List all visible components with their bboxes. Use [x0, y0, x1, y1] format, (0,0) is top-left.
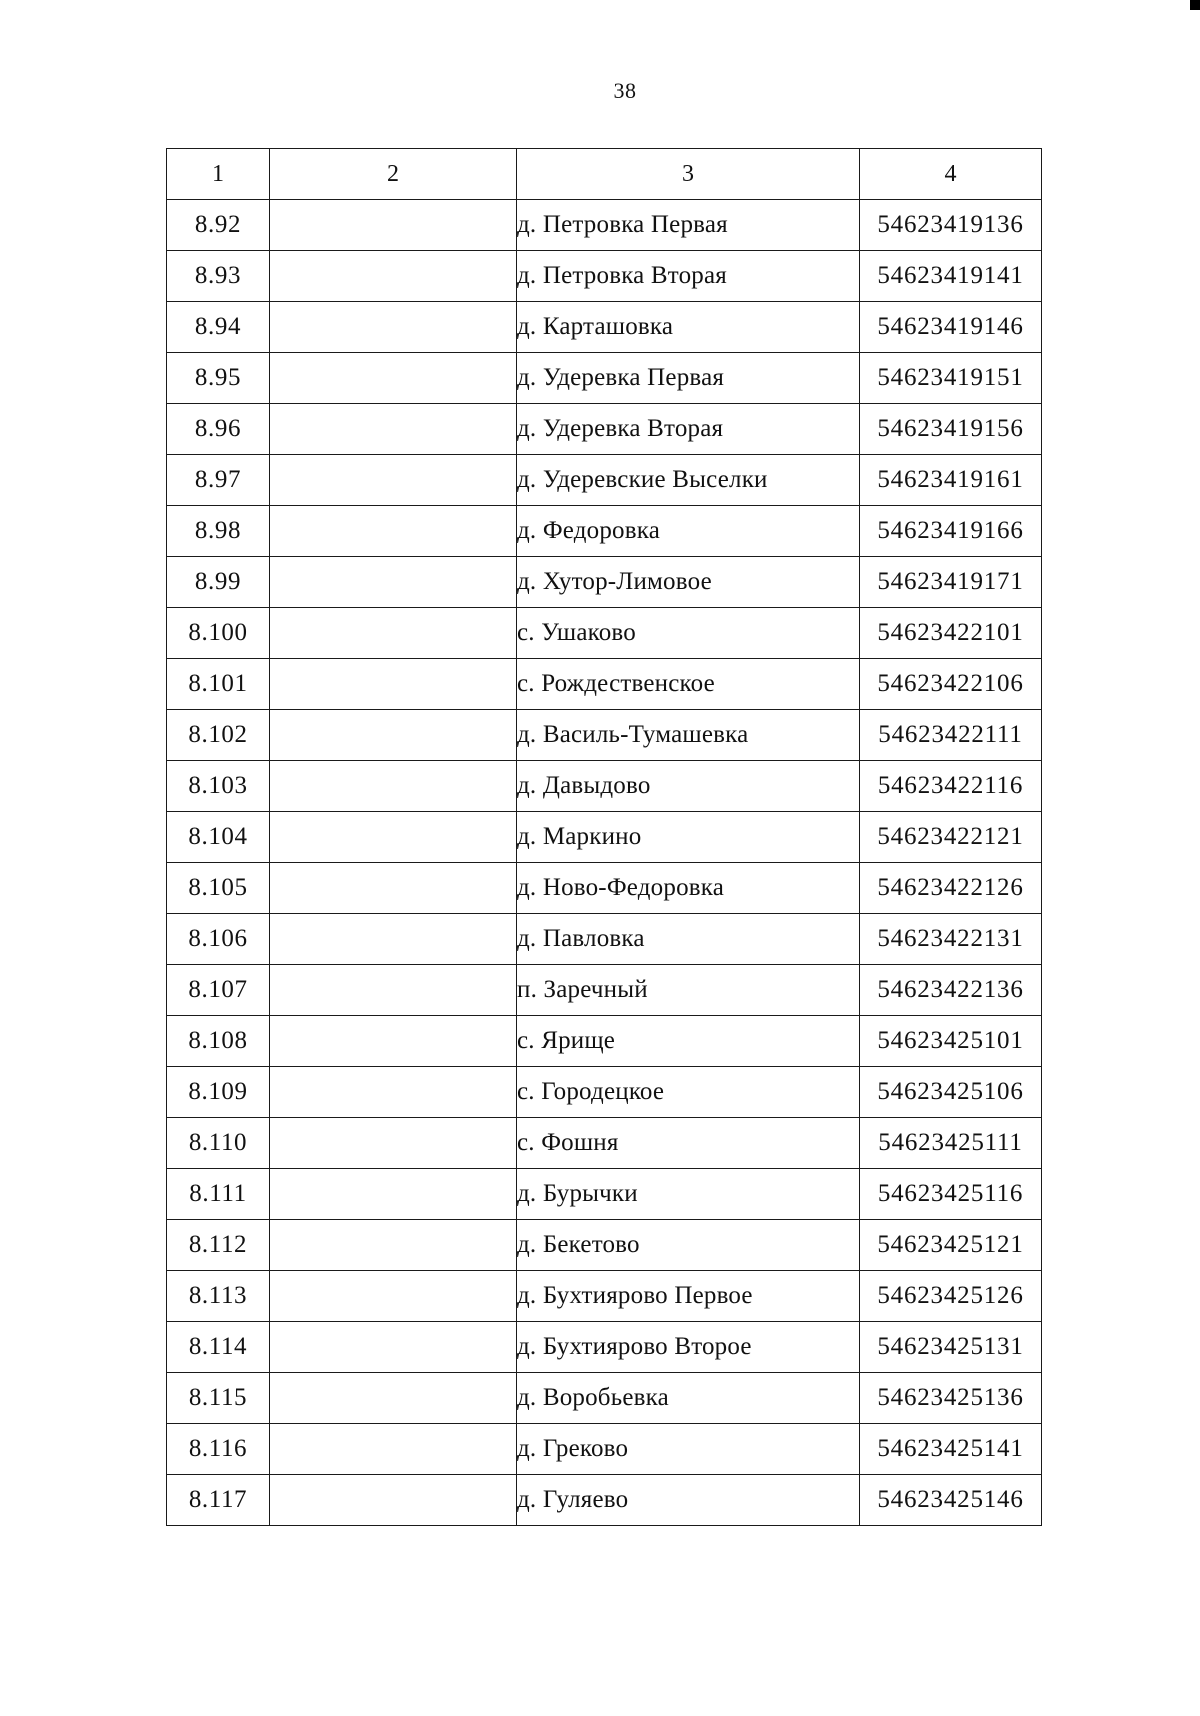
- table-row: [167, 302, 1042, 353]
- row-number: 8.100: [167, 608, 270, 659]
- settlement-name: д. Бухтиярово Второе: [517, 1322, 860, 1373]
- oktmo-code: 54623419146: [860, 302, 1042, 353]
- table-row: [167, 1322, 1042, 1373]
- oktmo-code: 54623419141: [860, 251, 1042, 302]
- table-header: [167, 149, 1042, 200]
- oktmo-code: 54623425101: [860, 1016, 1042, 1067]
- table-row: [167, 812, 1042, 863]
- table-row: [167, 251, 1042, 302]
- table-row: [167, 710, 1042, 761]
- table-row: [167, 965, 1042, 1016]
- row-col2: [270, 1271, 517, 1322]
- settlement-name: д. Федоровка: [517, 506, 860, 557]
- table-row: [167, 914, 1042, 965]
- row-col2: [270, 1220, 517, 1271]
- table-row: [167, 1067, 1042, 1118]
- page-number: 38: [613, 78, 637, 103]
- oktmo-code: 54623422111: [860, 710, 1042, 761]
- header-col-2: 2: [270, 149, 517, 200]
- settlement-name: с. Ушаково: [517, 608, 860, 659]
- table-row: [167, 608, 1042, 659]
- oktmo-code: 54623425131: [860, 1322, 1042, 1373]
- row-col2: [270, 251, 517, 302]
- row-col2: [270, 455, 517, 506]
- oktmo-code: 54623422121: [860, 812, 1042, 863]
- row-number: 8.108: [167, 1016, 270, 1067]
- oktmo-code: 54623422136: [860, 965, 1042, 1016]
- row-number: 8.115: [167, 1373, 270, 1424]
- oktmo-code: 54623419161: [860, 455, 1042, 506]
- settlement-name: д. Бекетово: [517, 1220, 860, 1271]
- settlement-name: д. Бухтиярово Первое: [517, 1271, 860, 1322]
- oktmo-code: 54623425111: [860, 1118, 1042, 1169]
- settlement-name: д. Удеревка Первая: [517, 353, 860, 404]
- oktmo-code: 54623419156: [860, 404, 1042, 455]
- settlement-name: д. Петровка Первая: [517, 200, 860, 251]
- row-number: 8.111: [167, 1169, 270, 1220]
- row-col2: [270, 761, 517, 812]
- table-row: [167, 1475, 1042, 1526]
- row-col2: [270, 1475, 517, 1526]
- oktmo-code: 54623425121: [860, 1220, 1042, 1271]
- table-row: [167, 404, 1042, 455]
- oktmo-code: 54623419166: [860, 506, 1042, 557]
- settlement-name: д. Греково: [517, 1424, 860, 1475]
- table-row: [167, 1424, 1042, 1475]
- row-col2: [270, 557, 517, 608]
- row-col2: [270, 863, 517, 914]
- row-number: 8.102: [167, 710, 270, 761]
- oktmo-code: 54623425141: [860, 1424, 1042, 1475]
- scan-edge-mark: [1190, 0, 1200, 10]
- header-col-4: 4: [860, 149, 1042, 200]
- settlement-name: д. Давыдово: [517, 761, 860, 812]
- row-col2: [270, 1373, 517, 1424]
- table-row: [167, 455, 1042, 506]
- row-number: 8.116: [167, 1424, 270, 1475]
- row-col2: [270, 506, 517, 557]
- row-col2: [270, 302, 517, 353]
- settlement-name: с. Фошня: [517, 1118, 860, 1169]
- table-row: [167, 1118, 1042, 1169]
- row-col2: [270, 1118, 517, 1169]
- table-row: [167, 557, 1042, 608]
- row-col2: [270, 1016, 517, 1067]
- oktmo-code: 54623422131: [860, 914, 1042, 965]
- row-number: 8.97: [167, 455, 270, 506]
- row-number: 8.93: [167, 251, 270, 302]
- settlement-name: с. Ярище: [517, 1016, 860, 1067]
- row-col2: [270, 1169, 517, 1220]
- settlement-name: д. Маркино: [517, 812, 860, 863]
- row-number: 8.106: [167, 914, 270, 965]
- oktmo-code: 54623422101: [860, 608, 1042, 659]
- oktmo-code: 54623422106: [860, 659, 1042, 710]
- settlement-name: д. Хутор-Лимовое: [517, 557, 860, 608]
- oktmo-code: 54623419151: [860, 353, 1042, 404]
- row-number: 8.98: [167, 506, 270, 557]
- row-col2: [270, 1067, 517, 1118]
- row-col2: [270, 404, 517, 455]
- row-col2: [270, 353, 517, 404]
- table-row: [167, 1373, 1042, 1424]
- row-col2: [270, 710, 517, 761]
- header-col-3: 3: [517, 149, 860, 200]
- oktmo-code: 54623422116: [860, 761, 1042, 812]
- settlement-name: д. Гуляево: [517, 1475, 860, 1526]
- settlement-name: д. Павловка: [517, 914, 860, 965]
- settlements-table: [166, 148, 1042, 1526]
- oktmo-code: 54623425146: [860, 1475, 1042, 1526]
- row-col2: [270, 965, 517, 1016]
- oktmo-code: 54623425136: [860, 1373, 1042, 1424]
- settlement-name: д. Воробьевка: [517, 1373, 860, 1424]
- row-number: 8.103: [167, 761, 270, 812]
- table-row: [167, 1169, 1042, 1220]
- table-row: [167, 1220, 1042, 1271]
- oktmo-code: 54623425126: [860, 1271, 1042, 1322]
- header-col-1: 1: [167, 149, 270, 200]
- table-row: [167, 353, 1042, 404]
- row-col2: [270, 659, 517, 710]
- row-number: 8.94: [167, 302, 270, 353]
- row-number: 8.92: [167, 200, 270, 251]
- row-col2: [270, 1322, 517, 1373]
- table-row: [167, 863, 1042, 914]
- oktmo-code: 54623419171: [860, 557, 1042, 608]
- oktmo-code: 54623425106: [860, 1067, 1042, 1118]
- table-body: [167, 200, 1042, 1526]
- row-number: 8.99: [167, 557, 270, 608]
- oktmo-code: 54623422126: [860, 863, 1042, 914]
- row-col2: [270, 200, 517, 251]
- settlement-name: д. Ново-Федоровка: [517, 863, 860, 914]
- row-number: 8.96: [167, 404, 270, 455]
- row-number: 8.110: [167, 1118, 270, 1169]
- row-number: 8.113: [167, 1271, 270, 1322]
- table-row: [167, 1271, 1042, 1322]
- table-row: [167, 659, 1042, 710]
- table-row: [167, 200, 1042, 251]
- settlement-name: с. Городецкое: [517, 1067, 860, 1118]
- settlement-name: д. Удеревские Выселки: [517, 455, 860, 506]
- row-number: 8.105: [167, 863, 270, 914]
- row-number: 8.117: [167, 1475, 270, 1526]
- row-number: 8.95: [167, 353, 270, 404]
- settlement-name: п. Заречный: [517, 965, 860, 1016]
- row-col2: [270, 812, 517, 863]
- row-number: 8.107: [167, 965, 270, 1016]
- oktmo-code: 54623425116: [860, 1169, 1042, 1220]
- settlement-name: д. Бурычки: [517, 1169, 860, 1220]
- oktmo-code: 54623419136: [860, 200, 1042, 251]
- settlement-name: д. Василь-Тумашевка: [517, 710, 860, 761]
- row-number: 8.114: [167, 1322, 270, 1373]
- settlement-name: с. Рождественское: [517, 659, 860, 710]
- settlement-name: д. Удеревка Вторая: [517, 404, 860, 455]
- header-row: [167, 149, 1042, 200]
- settlement-name: д. Карташовка: [517, 302, 860, 353]
- settlement-name: д. Петровка Вторая: [517, 251, 860, 302]
- table-row: [167, 1016, 1042, 1067]
- row-col2: [270, 608, 517, 659]
- row-col2: [270, 914, 517, 965]
- row-number: 8.101: [167, 659, 270, 710]
- row-number: 8.112: [167, 1220, 270, 1271]
- table-row: [167, 761, 1042, 812]
- row-number: 8.109: [167, 1067, 270, 1118]
- table-row: [167, 506, 1042, 557]
- row-col2: [270, 1424, 517, 1475]
- row-number: 8.104: [167, 812, 270, 863]
